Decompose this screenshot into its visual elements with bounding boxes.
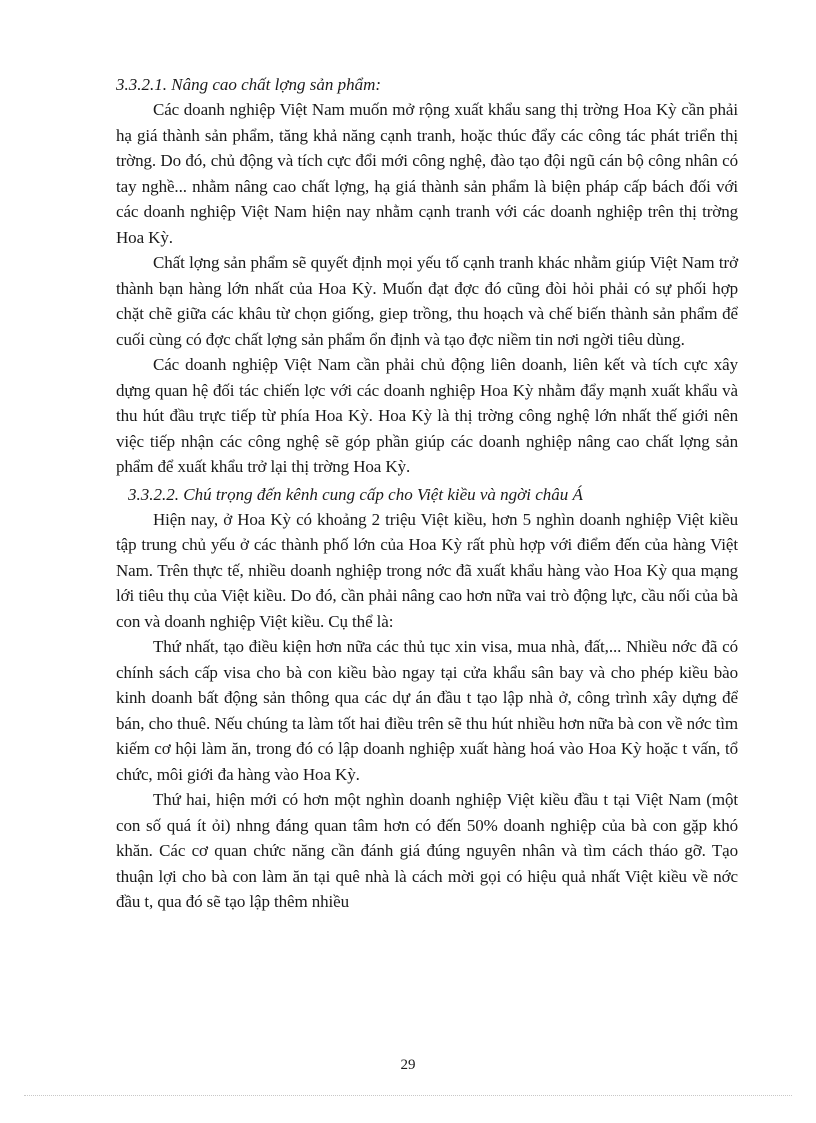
paragraph: Hiện nay, ở Hoa Kỳ có khoảng 2 triệu Việt kiều, hơn 5 nghìn doanh nghiệp Việt kiều tập trung chủ yếu ở các thành phố lớn của Hoa Kỳ rất phù hợp với điểm đến của hàng Việt Nam. Trên thực tế, nhiều doanh nghiệp trong nớc đã xuất khẩu hàng vào Hoa Kỳ qua mạng lới tiêu thụ của Việt kiều. Do đó, cần phải nâng cao hơn nữa vai trò động lực, cầu nối của bà con và doanh nghiệp Việt kiều. Cụ thể là: xyxy=(116,509,738,631)
section-heading-3-3-2-1: 3.3.2.1. Nâng cao chất lợng sản phẩm: xyxy=(116,75,382,94)
paragraph: Các doanh nghiệp Việt Nam muốn mở rộng xuất khẩu sang thị trờng Hoa Kỳ cần phải hạ giá thành sản phẩm, tăng khả năng cạnh tranh, hoặc thúc đẩy các công tác phát triển thị trờng. Do đó, chủ động và tích cực đổi mới công nghệ, đào tạo đội ngũ cán bộ công nhân có tay nghề... nhằm nâng cao chất lợng, hạ giá thành sản phẩm là biện pháp cấp bách đối với các doanh nghiệp Việt Nam hiện nay nhằm cạnh tranh với các doanh nghiệp trên thị trờng Hoa Kỳ. xyxy=(116,100,738,247)
paragraph: Thứ hai, hiện mới có hơn một nghìn doanh nghiệp Việt kiều đầu t tại Việt Nam (một con số quá ít ỏi) nhng đáng quan tâm hơn có đến 50% doanh nghiệp của bà con gặp khó khăn. Các cơ quan chức năng cần đánh giá đúng nguyên nhân và tìm cách tháo gỡ. Tạo thuận lợi cho bà con làm ăn tại quê nhà là cách mời gọi có hiệu quả nhất Việt kiều về nớc đầu t, qua đó sẽ tạo lập thêm nhiều xyxy=(116,790,738,911)
page-bottom-divider xyxy=(24,1095,792,1096)
paragraph: Các doanh nghiệp Việt Nam cần phải chủ động liên doanh, liên kết và tích cực xây dựng quan hệ đối tác chiến lợc với các doanh nghiệp Hoa Kỳ nhằm đẩy mạnh xuất khẩu và thu hút đầu trực tiếp từ phía Hoa Kỳ. Hoa Kỳ là thị trờng công nghệ lớn nhất thế giới nên việc tiếp nhận các công nghệ sẽ góp phần giúp các doanh nghiệp nâng cao chất lợng sản phẩm để xuất khẩu trở lại thị trờng Hoa Kỳ. xyxy=(116,355,738,476)
paragraph: Thứ nhất, tạo điều kiện hơn nữa các thủ tục xin visa, mua nhà, đất,... Nhiều nớc đã có chính sách cấp visa cho bà con kiều bào ngay tại cửa khẩu sân bay và cho phép kiều bào kinh doanh bất động sản thông qua các dự án đầu t tạo lập nhà ở, công trình xây dựng để bán, cho thuê. Nếu chúng ta làm tốt hai điều trên sẽ thu hút nhiều hơn nữa bà con về nớc tìm kiếm cơ hội làm ăn, trong đó có lập doanh nghiệp xuất hàng hoá vào Hoa Kỳ hoặc t vấn, tổ chức, môi giới đa hàng vào Hoa Kỳ. xyxy=(116,637,738,784)
page-number: 29 xyxy=(400,1057,416,1073)
document-page xyxy=(116,72,738,915)
paragraph: Chất lợng sản phẩm sẽ quyết định mọi yếu tố cạnh tranh khác nhằm giúp Việt Nam trở thành bạn hàng lớn nhất của Hoa Kỳ. Muốn đạt đợc đó cũng đòi hỏi phải có sự phối hợp chặt chẽ giữa các khâu từ chọn giống, giep trồng, thu hoạch và chế biến thành sản phẩm để cuối cùng có đợc chất lợng sản phẩm ổn định và tạo đợc niềm tin nơi ngời tiêu dùng. xyxy=(116,253,738,349)
section-heading-3-3-2-2: 3.3.2.2. Chú trọng đến kênh cung cấp cho Việt kiều và ngời châu Á xyxy=(128,484,583,504)
